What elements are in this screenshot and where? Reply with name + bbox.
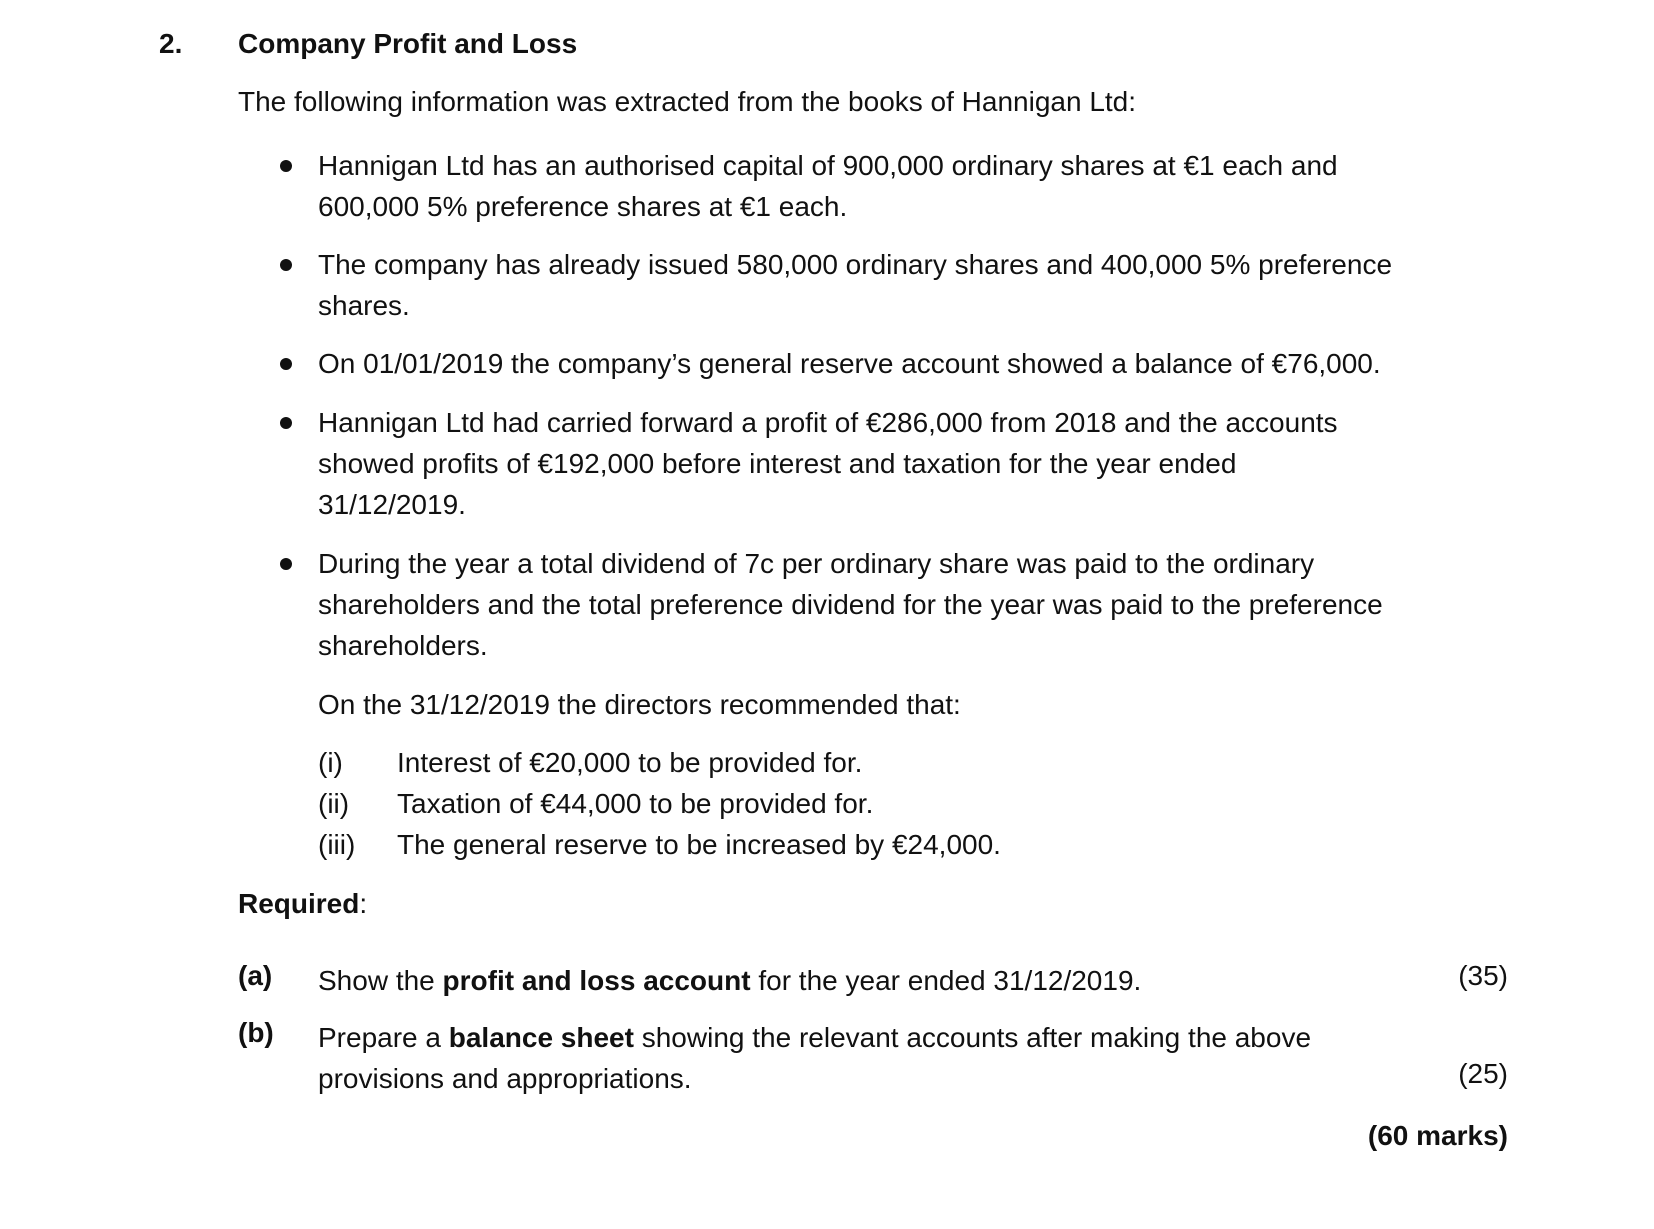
recommendation-numeral: (iii) (318, 829, 356, 860)
task-letter: (a) (238, 960, 273, 991)
recommendation-numeral: (i) (318, 747, 343, 778)
bullet-line: Hannigan Ltd has an authorised capital of 900,000 ordinary shares at €1 each and (318, 150, 1338, 181)
bullet-dot-icon (280, 358, 292, 370)
task-marks: (35) (1458, 960, 1508, 991)
bullet-line: 600,000 5% preference shares at €1 each. (318, 191, 848, 222)
bullet-dot-icon (280, 417, 292, 429)
task-text-pre: Prepare a (318, 1022, 449, 1053)
required-label: Required (238, 888, 360, 919)
task-marks: (25) (1458, 1058, 1508, 1089)
bullet-line: On 01/01/2019 the company’s general reserve account showed a balance of €76,000. (318, 348, 1381, 379)
bullet-line: Hannigan Ltd had carried forward a profit of €286,000 from 2018 and the accounts (318, 407, 1338, 438)
required-colon: : (359, 888, 368, 919)
question-title: Company Profit and Loss (238, 28, 578, 59)
task-text-pre: Show the (318, 965, 443, 996)
bullet-line: During the year a total dividend of 7c per ordinary share was paid to the ordinary (318, 548, 1315, 579)
task-text-bold: balance sheet (448, 1022, 634, 1053)
recommendation-numeral: (ii) (318, 788, 350, 819)
bullet-line: showed profits of €192,000 before interest and taxation for the year ended (318, 448, 1237, 479)
task-text-post: for the year ended 31/12/2019. (750, 965, 1142, 996)
required-heading (238, 888, 367, 920)
bullet-line: shares. (318, 290, 410, 321)
question-number: 2. (159, 28, 183, 59)
task-text-bold: profit and loss account (442, 965, 751, 996)
total-marks: (60 marks) (1367, 1120, 1508, 1151)
recommendation-text: Interest of €20,000 to be provided for. (397, 747, 863, 778)
bullet-dot-icon (280, 558, 292, 570)
recommendation-text: The general reserve to be increased by €24,000. (397, 829, 1001, 860)
bullet-line: 31/12/2019. (318, 489, 466, 520)
bullet-dot-icon (280, 160, 292, 172)
bullet-dot-icon (280, 259, 292, 271)
question-intro: The following information was extracted from the books of Hannigan Ltd: (238, 86, 1137, 117)
bullet-line: The company has already issued 580,000 ordinary shares and 400,000 5% preference (318, 249, 1393, 280)
bullet-line: shareholders and the total preference dividend for the year was paid to the preference (318, 589, 1383, 620)
recommendations-lead: On the 31/12/2019 the directors recommended that: (318, 689, 961, 720)
task-b (238, 1017, 1508, 1099)
task-text (318, 960, 1141, 1001)
task-text (318, 1017, 1311, 1099)
task-text-post: showing the relevant accounts after making the above (633, 1022, 1312, 1053)
task-text-line2: provisions and appropriations. (318, 1063, 692, 1094)
task-letter: (b) (238, 1017, 274, 1048)
task-a (238, 960, 1508, 1001)
recommendation-text: Taxation of €44,000 to be provided for. (397, 788, 874, 819)
bullet-line: shareholders. (318, 630, 488, 661)
